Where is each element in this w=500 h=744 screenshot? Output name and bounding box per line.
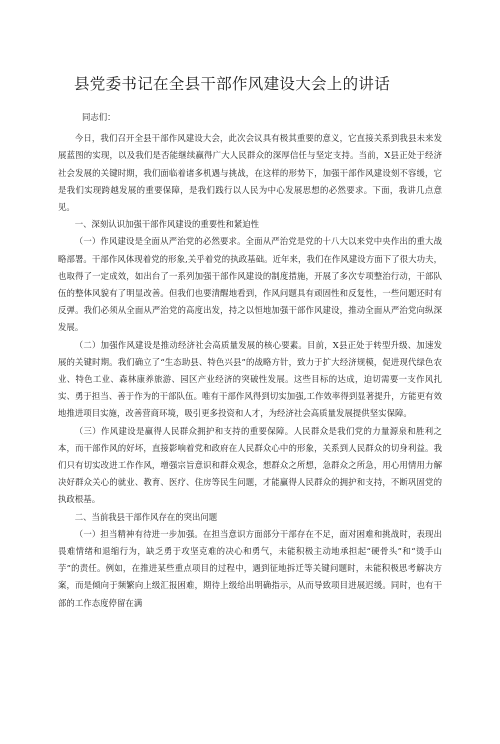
document-body	[58, 109, 442, 744]
salutation: 同志们：	[82, 112, 116, 122]
document-title: 县党委书记在全县干部作风建设大会上的讲话	[74, 75, 391, 93]
section-2-paragraph-1: （一）担当精神有待进一步加强。在担当意识方面部分干部存在不足，面对困难和挑战时，表现出畏难情绪和退缩行为，缺乏勇于攻坚克难的决心和勇气，未能积极主动地承担起“硬骨头”和“烫手山芋”的责任。例如，在推进某些重点项目的过程中，遇到征地拆迁等关键问题时，未能积极思考解决方案，而是倾向于频繁向上级汇报困难，期待上级给出明确指示，从而导致项目进展迟缓。同时，也有干部的工作态度停留在满	[58, 528, 442, 608]
intro-paragraph: 今日，我们召开全县干部作风建设大会，此次会议具有极其重要的意义，它直接关系到我县未来发展蓝图的实现，以及我们是否能继续赢得广大人民群众的深厚信任与坚定支持。当前，X县正处于经济社会发展的关键时期，我们面临着诸多机遇与挑战，在这样的形势下，加强干部作风建设刻不容缓，它是我们实现跨越发展的重要保障，是我们践行以人民为中心发展思想的必然要求。下面，我讲几点意见。	[58, 133, 442, 213]
section-1-paragraph-2: （二）加强作风建设是推动经济社会高质量发展的核心要素。目前，X县正处于转型升级、加速发展的关键时期。我们确立了“生态助县、特色兴县”的战略方针，致力于扩大经济规模，促进现代绿色农业、特色工业、森林康养旅游、园区产业经济的突破性发展。这些目标的达成，迫切需要一支作风扎实、勇于担当、善于作为的干部队伍。唯有干部作风得到切实加强,工作效率得到显著提升，方能更有效地推进项目实施，改善营商环境，吸引更多投资和人才，为经济社会高质量发展提供坚实保障。	[58, 339, 442, 419]
section-1-paragraph-1: （一）作风建设是全面从严治党的必然要求。全面从严治党是党的十八大以来党中央作出的重大战略部署。干部作风体现着党的形象,关乎着党的执政基础。近年来，我们在作风建设方面下了很大功夫，也取得了一定成效，如出台了一系列加强干部作风建设的制度措施，开展了多次专项整治行动，干部队伍的整体风貌有了明显改善。但我们也要清醒地看到，作风问题具有顽固性和反复性，一些问题还时有反弹。我们必须从全面从严治党的高度出发，持之以恒地加强干部作风建设，推动全面从严治党向纵深发展。	[58, 236, 442, 333]
section-1-paragraph-3: （三）作风建设是赢得人民群众拥护和支持的重要保障。人民群众是我们党的力量源泉和胜利之本，而干部作风的好坏，直接影响着党和政府在人民群众心中的形象，关系到人民群众的切身利益。我们只有切实改进工作作风，增强宗旨意识和群众观念，想群众之所想，急群众之所急，用心用情用力解决好群众关心的就业、教育、医疗、住房等民生问题，才能赢得人民群众的拥护和支持，不断巩固党的执政根基。	[58, 425, 442, 505]
section-heading-1: 一、深刻认识加强干部作风建设的重要性和紧迫性	[74, 219, 260, 230]
section-heading-2: 二、当前我县干部作风存在的突出问题	[74, 511, 218, 522]
